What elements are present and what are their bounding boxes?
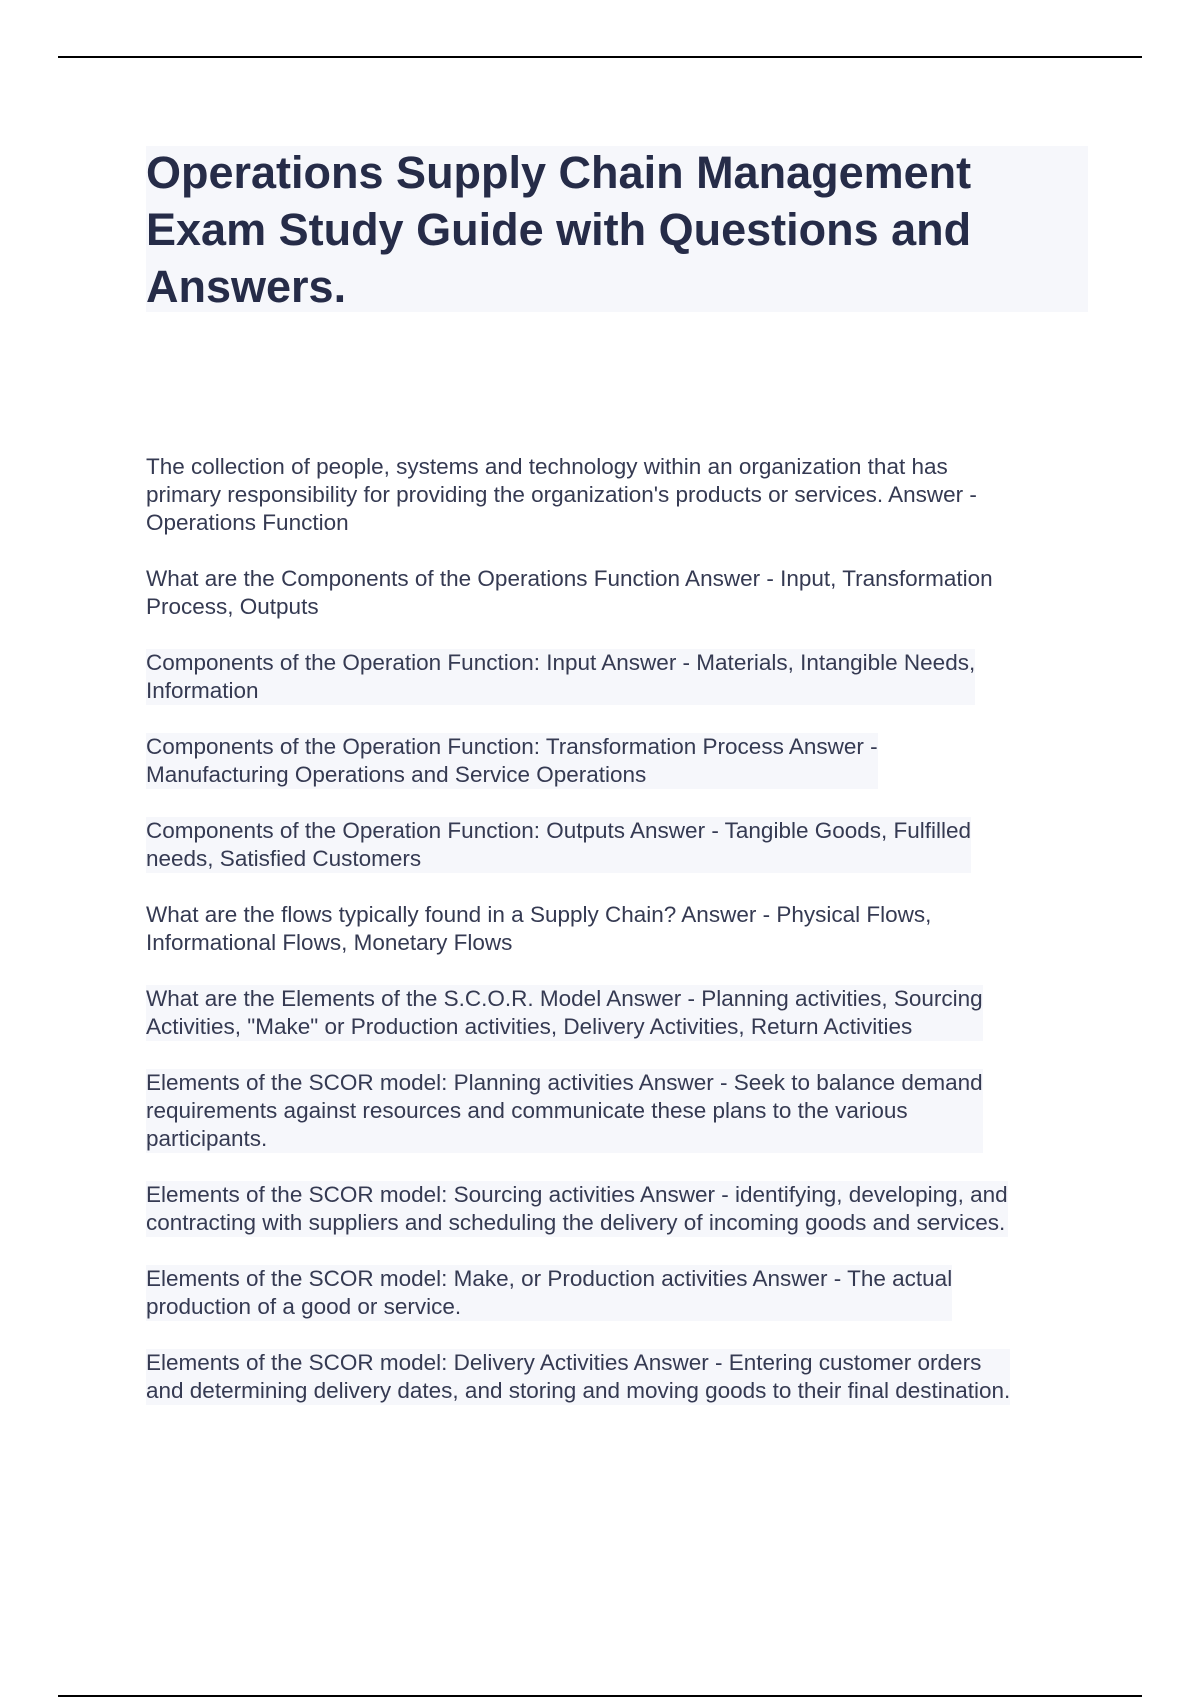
qa-item: What are the flows typically found in a Supply Chain? Answer - Physical Flows, Informational Flows, Monetary Flows <box>146 902 932 955</box>
qa-item: What are the Elements of the S.C.O.R. Model Answer - Planning activities, Sourcing Activities, "Make" or Production activities, Delivery Activities, Return Activities <box>146 986 983 1039</box>
qa-item: Elements of the SCOR model: Sourcing activities Answer - identifying, developing, and contracting with suppliers and scheduling the delivery of incoming goods and services. <box>146 1182 1008 1235</box>
qa-item: Elements of the SCOR model: Delivery Activities Answer - Entering customer orders and determining delivery dates, and storing and moving goods to their final destination. <box>146 1350 1011 1403</box>
title-block <box>146 146 1088 312</box>
qa-item: What are the Components of the Operations Function Answer - Input, Transformation Process, Outputs <box>146 566 993 619</box>
qa-item: The collection of people, systems and technology within an organization that has primary responsibility for providing the organization's products or services. Answer - Operations Function <box>146 454 977 535</box>
qa-item: Elements of the SCOR model: Make, or Production activities Answer - The actual production of a good or service. <box>146 1266 953 1319</box>
qa-item: Elements of the SCOR model: Planning activities Answer - Seek to balance demand requirements against resources and communicate these plans to the various participants. <box>146 1070 983 1151</box>
qa-item: Components of the Operation Function: Transformation Process Answer - Manufacturing Operations and Service Operations <box>146 734 878 787</box>
top-rule <box>58 56 1142 58</box>
qa-list <box>146 453 1106 1433</box>
bottom-rule <box>58 1695 1142 1697</box>
document-title: Operations Supply Chain Management Exam Study Guide with Questions and Answers. <box>146 147 972 312</box>
qa-item: Components of the Operation Function: Outputs Answer - Tangible Goods, Fulfilled needs, Satisfied Customers <box>146 818 972 871</box>
qa-item: Components of the Operation Function: Input Answer - Materials, Intangible Needs, Information <box>146 650 976 703</box>
